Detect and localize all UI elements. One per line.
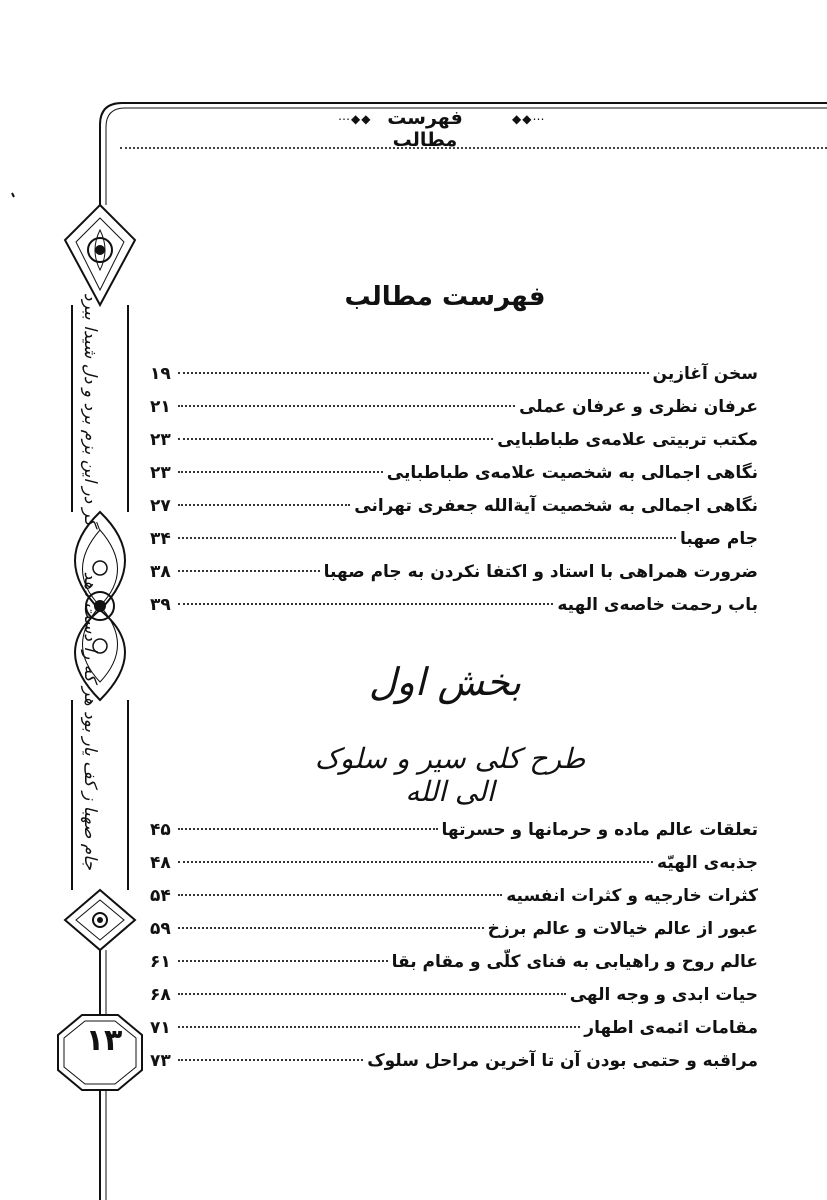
toc-entry[interactable] xyxy=(150,529,758,562)
toc-entry-title: مراقبه و حتمی بودن آن تا آخرین مراحل سلوک xyxy=(367,1051,758,1071)
toc-leader-dots xyxy=(178,894,502,896)
toc-entry-title: حیات ابدی و وجه الهی xyxy=(569,985,758,1005)
toc-entry[interactable] xyxy=(150,919,758,952)
toc-leader-dots xyxy=(178,960,388,962)
toc-entry[interactable] xyxy=(150,595,758,628)
toc-entry-title: تعلقات عالم ماده و حرمانها و حسرتها xyxy=(441,820,758,840)
toc-entry[interactable] xyxy=(150,886,758,919)
toc-leader-dots xyxy=(178,993,566,995)
toc-entry[interactable] xyxy=(150,1018,758,1051)
toc-leader-dots xyxy=(178,1026,580,1028)
toc-entry-page: ۴۸ xyxy=(150,853,171,873)
toc-entry-page: ۵۹ xyxy=(150,919,171,939)
section-title: بخش اول xyxy=(368,660,522,704)
toc-entry-page: ۷۱ xyxy=(150,1018,171,1038)
toc-entry-title: عالم روح و راهیابی به فنای کلّی و مقام بقا xyxy=(391,952,758,972)
toc-entry[interactable] xyxy=(150,430,758,463)
toc-entry-title: جام صهبا xyxy=(680,529,758,549)
side-verse xyxy=(60,293,100,890)
toc-entry[interactable] xyxy=(150,463,758,496)
toc-entry-title: سخن آغازین xyxy=(652,364,758,384)
toc-entry-title: مقامات ائمه‌ی اطهار xyxy=(584,1018,758,1038)
verse-hemistich-2: گر در این بزم برد و دل شیدا ببرد xyxy=(80,293,100,527)
toc-entry-page: ۶۱ xyxy=(150,952,171,972)
toc-leader-dots xyxy=(178,861,653,863)
toc-leader-dots xyxy=(178,1059,363,1061)
page-title: فهرست مطالب xyxy=(344,282,546,312)
toc-leader-dots xyxy=(178,537,676,539)
header-dotted-rule xyxy=(120,147,827,149)
toc-entry-page: ۷۳ xyxy=(150,1051,171,1071)
toc-leader-dots xyxy=(178,570,320,572)
toc-part1-list xyxy=(150,820,758,1084)
ornament-bottom xyxy=(65,890,135,950)
toc-entry-page: ۲۱ xyxy=(150,397,171,417)
section-subtitle: طرح کلی سیر و سلوک الی الله xyxy=(314,742,586,808)
toc-entry[interactable] xyxy=(150,952,758,985)
header-ornament-left: ⋯◆◆ xyxy=(338,112,372,126)
toc-entry[interactable] xyxy=(150,364,758,397)
toc-entry-page: ۳۸ xyxy=(150,562,171,582)
toc-leader-dots xyxy=(178,828,438,830)
running-header-title: فهرست مطالب xyxy=(387,107,463,151)
toc-entry-title: ضرورت همراهی با استاد و اکتفا نکردن به جام صهبا xyxy=(323,562,758,582)
toc-entry[interactable] xyxy=(150,397,758,430)
ornament-top xyxy=(65,205,135,305)
toc-entry[interactable] xyxy=(150,853,758,886)
toc-entry[interactable] xyxy=(150,820,758,853)
toc-entry-page: ۳۴ xyxy=(150,529,171,549)
toc-leader-dots xyxy=(178,471,383,473)
toc-entry-page: ۱۹ xyxy=(150,364,171,384)
toc-entry-page: ۲۳ xyxy=(150,430,171,450)
toc-entry-page: ۳۹ xyxy=(150,595,171,615)
toc-entry-page: ۴۵ xyxy=(150,820,171,840)
toc-entry[interactable] xyxy=(150,496,758,529)
toc-leader-dots xyxy=(178,504,350,506)
toc-entry-title: جذبه‌ی الهیّه xyxy=(657,853,758,873)
toc-entry[interactable] xyxy=(150,562,758,595)
toc-leader-dots xyxy=(178,603,553,605)
toc-entry-title: باب رحمت خاصه‌ی الهیه xyxy=(557,595,758,615)
toc-entry-page: ۵۴ xyxy=(150,886,171,906)
toc-entry[interactable] xyxy=(150,985,758,1018)
toc-entry-title: مکتب تربیتی علامه‌ی طباطبایی xyxy=(497,430,758,450)
toc-entry-title: عبور از عالم خیالات و عالم برزخ xyxy=(487,919,758,939)
header-ornament-right: ◆◆⋯ xyxy=(512,112,546,126)
verse-hemistich-1: جام صهبا ز کف یار بود هر که را دست دهد xyxy=(80,571,100,870)
toc-entry-title: عرفان نظری و عرفان عملی xyxy=(519,397,758,417)
toc-entry-title: نگاهی اجمالی به شخصیت علامه‌ی طباطبایی xyxy=(386,463,758,483)
toc-entry-page: ۶۸ xyxy=(150,985,171,1005)
page-number: ۱۳ xyxy=(85,1023,123,1058)
toc-entry-title: نگاهی اجمالی به شخصیت آیة‌الله جعفری تهرانی xyxy=(354,496,758,516)
toc-intro-list xyxy=(150,364,758,628)
toc-entry[interactable] xyxy=(150,1051,758,1084)
toc-leader-dots xyxy=(178,438,493,440)
toc-entry-page: ۲۳ xyxy=(150,463,171,483)
toc-leader-dots xyxy=(178,372,649,374)
toc-leader-dots xyxy=(178,405,515,407)
toc-leader-dots xyxy=(178,927,484,929)
toc-entry-page: ۲۷ xyxy=(150,496,171,516)
toc-entry-title: کثرات خارجیه و کثرات انفسیه xyxy=(506,886,758,906)
